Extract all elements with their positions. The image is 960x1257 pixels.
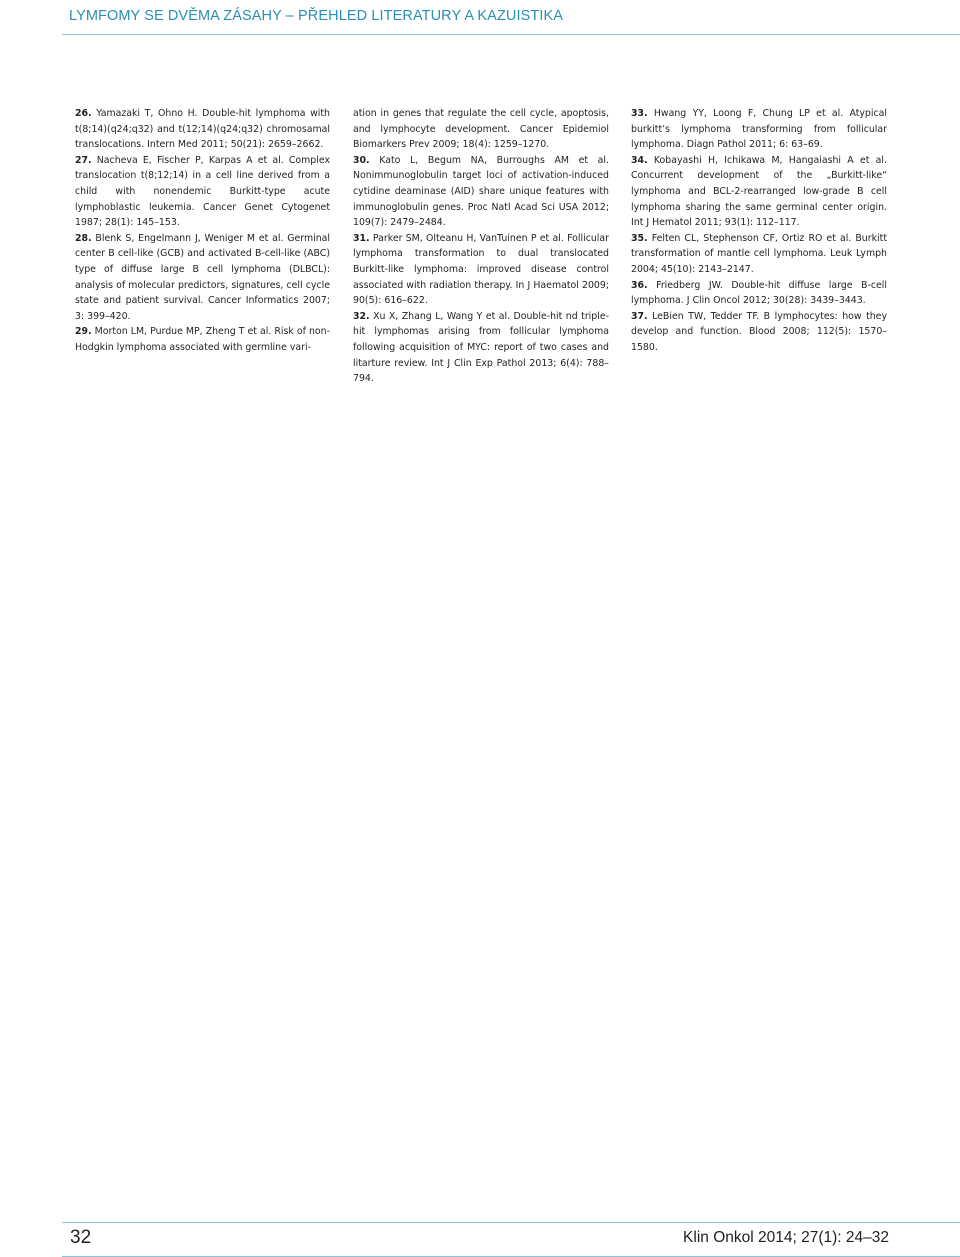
reference-29 xyxy=(75,324,330,355)
reference-text: ation in genes that regulate the cell cycle, apoptosis, and lymphocyte development. Cancer Epidemiol Biomarkers Prev 2009; 18(4): 1259–1270. xyxy=(353,108,609,151)
reference-number: 29. xyxy=(75,326,92,338)
reference-number: 31. xyxy=(353,232,370,244)
reference-text: Xu X, Zhang L, Wang Y et al. Double-hit nd triple-hit lymphomas arising from follicular lymphoma following acquisition of MYC: report of two cases and litarture review. Int J Clin Exp Pathol 2013; 6(4): 788–794. xyxy=(353,310,609,385)
references-column-3 xyxy=(631,106,887,356)
reference-36 xyxy=(631,278,887,309)
reference-text: LeBien TW, Tedder TF. B lymphocytes: how they develop and function. Blood 2008; 112(5): 1570–1580. xyxy=(631,310,887,353)
page-number: 32 xyxy=(70,1227,92,1248)
running-title: LYMFOMY SE DVĚMA ZÁSAHY – PŘEHLED LITERATURY A KAZUISTIKA xyxy=(69,8,564,24)
reference-number: 33. xyxy=(631,108,648,119)
reference-33 xyxy=(631,106,887,153)
reference-number: 30. xyxy=(353,154,370,166)
reference-text: Friedberg JW. Double-hit diffuse large B-cell lymphoma. J Clin Oncol 2012; 30(28): 3439–3443. xyxy=(631,279,887,307)
reference-27 xyxy=(75,153,330,231)
journal-citation: Klin Onkol 2014; 27(1): 24–32 xyxy=(683,1229,889,1246)
reference-34 xyxy=(631,153,887,231)
reference-text: Blenk S, Engelmann J, Weniger M et al. Germinal center B cell-like (GCB) and activated B-cell-like (ABC) type of diffuse large B cell lymphoma (DLBCL): analysis of molecular predictors, signatures, cell cycle state and patient survival. Cancer Informatics 2007; 3: 399–420. xyxy=(75,232,330,322)
reference-text: Parker SM, Olteanu H, VanTuinen P et al. Follicular lymphoma transformation to dual translocated Burkitt-like lymphoma: improved disease control associated with radiation therapy. In J Haematol 2009; 90(5): 616–622. xyxy=(353,232,609,307)
reference-number: 37. xyxy=(631,310,648,322)
reference-37 xyxy=(631,309,887,356)
reference-text: Kato L, Begum NA, Burroughs AM et al. Nonimmunoglobulin target loci of activation-induced cytidine deaminase (AID) share unique features with immunoglobulin genes. Proc Natl Acad Sci USA 2012; 109(7): 2479–2484. xyxy=(353,154,609,229)
reference-28 xyxy=(75,231,330,325)
reference-text: Yamazaki T, Ohno H. Double-hit lymphoma with t(8;14)(q24;q32) and t(12;14)(q24;q32) chromosamal translocations. Intern Med 2011; 50(21): 2659–2662. xyxy=(75,108,330,151)
references-column-1 xyxy=(75,106,330,356)
reference-30 xyxy=(353,153,609,231)
references-column-2 xyxy=(353,106,609,387)
reference-text: Felten CL, Stephenson CF, Ortiz RO et al. Burkitt transformation of mantle cell lymphoma. Leuk Lymph 2004; 45(10): 2143–2147. xyxy=(631,232,887,275)
header-rule xyxy=(62,34,960,35)
reference-text: Nacheva E, Fischer P, Karpas A et al. Complex translocation t(8;12;14) in a cell line derived from a child with nonendemic Burkitt-type acute lymphoblastic leukemia. Cancer Genet Cytogenet 1987; 28(1): 145–153. xyxy=(75,154,330,229)
reference-number: 32. xyxy=(353,310,370,322)
reference-number: 35. xyxy=(631,232,648,244)
reference-text: Morton LM, Purdue MP, Zheng T et al. Risk of non-Hodgkin lymphoma associated with germline vari- xyxy=(75,326,330,353)
reference-number: 26. xyxy=(75,108,92,119)
reference-29-continued xyxy=(353,106,609,153)
reference-32 xyxy=(353,309,609,387)
reference-number: 28. xyxy=(75,232,92,244)
reference-number: 36. xyxy=(631,279,648,291)
reference-31 xyxy=(353,231,609,309)
reference-text: Hwang YY, Loong F, Chung LP et al. Atypical burkitt’s lymphoma transforming from follicular lymphoma. Diagn Pathol 2011; 6: 63–69. xyxy=(631,108,887,151)
reference-35 xyxy=(631,231,887,278)
reference-number: 27. xyxy=(75,154,92,166)
reference-26 xyxy=(75,106,330,153)
reference-text: Kobayashi H, Ichikawa M, Hangaiashi A et al. Concurrent development of the „Burkitt-like“ lymphoma and BCL-2-rearranged low-grade B cell lymphoma sharing the same germinal center origin. Int J Hematol 2011; 93(1): 112–117. xyxy=(631,154,887,229)
reference-number: 34. xyxy=(631,154,648,166)
